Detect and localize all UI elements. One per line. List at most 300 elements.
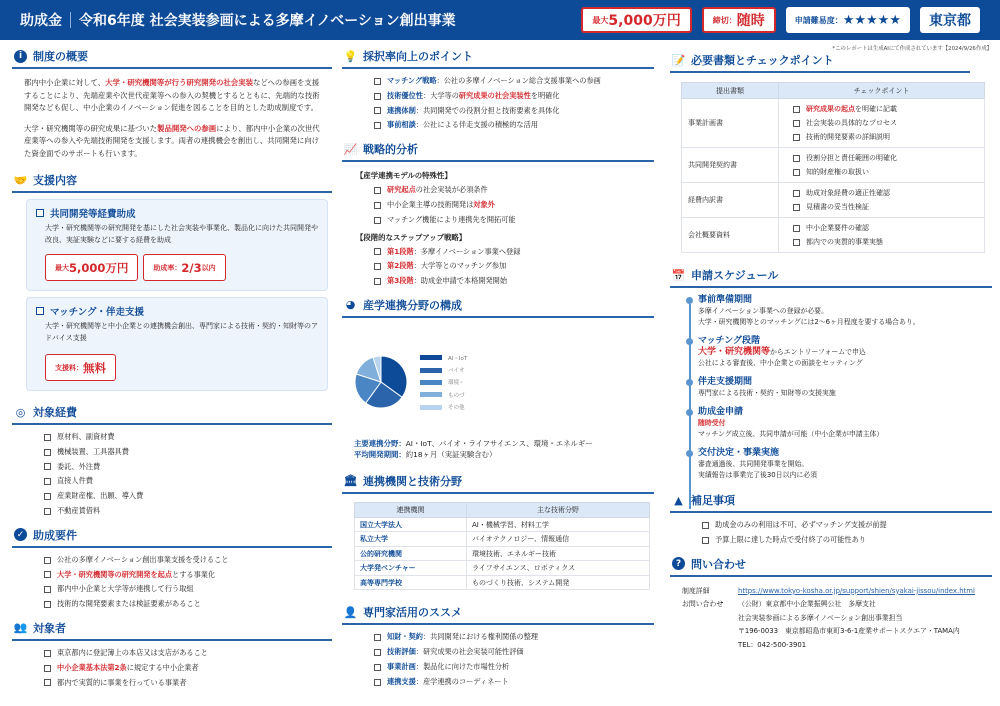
key-text: 技術優位性 (387, 90, 423, 100)
calendar-icon: 📅 (671, 268, 686, 282)
legend-item (420, 364, 467, 376)
highlight-text: 第1段階 (387, 246, 414, 256)
checkbox-icon (793, 120, 800, 127)
checkpoint (793, 235, 984, 249)
table-row (682, 183, 985, 218)
list-item (374, 645, 654, 660)
heading-text: 問い合わせ (691, 557, 746, 571)
fee-pill (45, 354, 116, 381)
step-text: 実績報告は事業完了後30日以内に必須 (698, 471, 818, 479)
cell: 共同開発契約書 (682, 148, 779, 183)
targets-list (12, 641, 332, 690)
timeline-step (698, 447, 992, 481)
step-text: 審査通過後、共同開発事業を開始。 (698, 460, 809, 468)
pie-chart-icon: ◕ (345, 298, 356, 312)
list-item (374, 104, 654, 119)
text: 最大 (55, 263, 69, 272)
value: AI・IoT、バイオ・ライフサイエンス、環境・エネルギー (405, 438, 593, 448)
checkbox-icon (374, 107, 381, 114)
text: からエントリーフォームで申込 (770, 348, 866, 356)
max-amount-pill (45, 254, 138, 281)
highlight-text: 大学・研究機関等 (698, 347, 771, 357)
step-title: 交付決定・事業実施 (698, 448, 780, 458)
cell: 事業計画書 (682, 99, 779, 148)
text: 技術的な開発要素または検証要素があること (57, 599, 201, 609)
overview-paragraph-2 (12, 115, 332, 161)
checkbox-icon (44, 434, 51, 441)
cell (779, 99, 985, 148)
step-text: 公社による審査後、中小企業との面談をセッティング (698, 359, 863, 367)
text: 都内中小企業と大学等が連携して行う取組 (57, 584, 194, 594)
list-item (44, 504, 332, 519)
list-item (374, 198, 654, 213)
column-right (670, 40, 992, 652)
pie-chart (342, 318, 654, 423)
list-item (374, 245, 654, 260)
list-item (44, 553, 332, 568)
checkbox-icon (793, 239, 800, 246)
column-middle (342, 40, 654, 690)
person-icon: 👤 (343, 605, 358, 619)
card-title (36, 206, 318, 220)
text: ：大学等とのマッチング参加 (413, 261, 507, 271)
checkbox-icon (374, 278, 381, 285)
cell: 大学発ベンチャー (355, 561, 467, 576)
heading-text: 専門家活用のススメ (363, 606, 462, 620)
checkbox-icon (374, 78, 381, 85)
timeline-step (698, 294, 992, 328)
column-header: 連携機関 (355, 502, 467, 517)
text: マッチング機能により連携先を開拓可能 (387, 214, 516, 224)
step-text: マッチング成立後、共同申請が可能（中小企業が申請主体） (698, 430, 884, 438)
text: 公社の多摩イノベーション創出事業支援を受けること (57, 554, 229, 564)
text: 委託、外注費 (57, 461, 101, 471)
text: 無料 (83, 360, 106, 375)
step-title: 助成金申請 (698, 407, 744, 417)
contact-lines (738, 598, 960, 652)
table-header-row (682, 83, 985, 99)
checkbox-icon (36, 209, 44, 217)
section-heading-composition (342, 293, 654, 318)
heading-text: 必要書類とチェックポイント (691, 54, 834, 67)
cell: AI・機械学習、材料工学 (467, 517, 650, 532)
text: 直接人件費 (57, 476, 93, 486)
text: ：多摩イノベーション事業へ登録 (413, 246, 521, 256)
deadline-badge (702, 7, 776, 33)
table-row (355, 546, 650, 561)
pill-row (36, 246, 318, 281)
target-icon: ◎ (15, 405, 26, 419)
checkbox-icon (374, 263, 381, 270)
list-item (44, 582, 332, 597)
text: 原材料、副資材費 (57, 432, 115, 441)
value: 約18ヶ月（実証実験含む） (405, 450, 497, 460)
highlight-text: 第2段階 (387, 261, 414, 271)
checkbox-icon (793, 169, 800, 176)
checkbox-icon (44, 571, 51, 578)
warning-icon: ▲ (674, 493, 683, 507)
contact-row (682, 585, 992, 599)
text: により、都内中小企業の次世代産業等への参入や先端技術開発を支援します。両者の連携機会を創出し、共同開発に向けた資金面でのサポートも行います。 (24, 123, 320, 158)
strategy-steps-list (342, 243, 654, 289)
table-row (355, 517, 650, 532)
section-heading-contact (670, 552, 992, 577)
region-badge (920, 7, 980, 33)
key-text: 連携体制 (387, 105, 416, 115)
label: 平均開発期間： (354, 450, 406, 460)
card-title (36, 304, 318, 318)
legend-swatch (420, 355, 442, 360)
pill-row (36, 344, 318, 381)
table-row (355, 561, 650, 576)
checkbox-icon (36, 307, 44, 315)
timeline-step (698, 406, 992, 440)
heading-text: 申請スケジュール (691, 269, 779, 282)
card-description: 大学・研究機関等と中小企業との連携機会創出、専門家による技術・契約・知財等のアドバイス支援 (45, 322, 318, 342)
timeline-dot (686, 297, 693, 304)
text: 2/3 (181, 260, 202, 275)
legend-label: AI・IoT (448, 355, 468, 362)
heading-text: 産学連携分野の構成 (363, 298, 462, 312)
list-item (374, 89, 654, 104)
checkbox-icon (702, 537, 709, 544)
table-row (355, 575, 650, 590)
section-heading-overview (12, 44, 332, 69)
cell: 環境技術、エネルギー技術 (467, 546, 650, 561)
checkbox-icon (374, 649, 381, 656)
section-heading-partners (342, 469, 654, 494)
checkbox-icon (793, 134, 800, 141)
text: 支援料： (55, 363, 83, 372)
checkbox-icon (44, 586, 51, 593)
checkbox-icon (44, 557, 51, 564)
checkbox-icon (44, 508, 51, 515)
legend-item (420, 401, 467, 413)
step-text: 大学・研究機関等とのマッチングには2〜6ヶ月程度を要する場合あり。 (698, 318, 920, 326)
highlight-text: 中小企業基本法第2条 (57, 662, 127, 672)
heading-text: 連携機関と技術分野 (363, 474, 462, 488)
checkbox-icon (793, 190, 800, 197)
legend-swatch (420, 380, 442, 385)
text: 都内で実質的に事業を行っている事業者 (57, 677, 187, 687)
pie-legend (420, 352, 467, 413)
checkpoint (793, 186, 984, 200)
cell: 公的研究機関 (355, 546, 467, 561)
key-text: 連携支援 (387, 676, 416, 686)
expenses-list (12, 425, 332, 519)
key-text: 事業計画 (387, 662, 416, 672)
timeline-step (698, 376, 992, 399)
highlight-text: 大学・研究機関等が行う研究開発の社会実装 (105, 78, 253, 87)
star-rating: ★★★★★ (842, 12, 901, 28)
checkpoint (793, 102, 984, 116)
legend-swatch (420, 392, 442, 397)
checkbox-icon (374, 202, 381, 209)
table-row (682, 148, 985, 183)
checkbox-icon (374, 122, 381, 129)
card-description: 大学・研究機関等の研究開発を基にした社会実装や事業化、製品化に向けた共同開発や改良、実証実験などに要する経費を助成 (45, 224, 318, 244)
subheading: 【段階的なステップアップ戦略】 (356, 232, 467, 242)
composition-summary (342, 423, 654, 461)
experts-list (342, 625, 654, 689)
document-edit-icon: 📝 (671, 53, 686, 67)
text: 5,000万円 (69, 260, 129, 275)
cell: 国立大学法人 (355, 517, 467, 532)
lightbulb-icon: 💡 (343, 49, 358, 63)
checkbox-icon (374, 634, 381, 641)
text: 都内中小企業に対して、 (24, 78, 106, 87)
list-item (44, 597, 332, 612)
strategy-list-1 (342, 181, 654, 227)
highlight-text: 研究起点 (387, 185, 416, 195)
text: 中小企業主導の技術開発は (387, 199, 474, 209)
section-heading-points (342, 44, 654, 69)
text: ：産学連携のコーディネート (415, 676, 509, 686)
heading-text: 対象者 (33, 621, 66, 635)
max-amount-badge (581, 7, 691, 33)
line-chart-icon: 📈 (343, 142, 358, 156)
legend-item (420, 389, 467, 401)
step-title: マッチング段階 (698, 336, 761, 346)
highlight-text: 製品開発への参画 (157, 123, 217, 133)
ai-generated-note: *このレポートは生成AIにて作成されています【2024/9/26作成】 (832, 46, 992, 52)
summary-row (354, 449, 654, 461)
checkbox-icon (44, 665, 51, 672)
heading-text: 助成要件 (33, 528, 77, 542)
table-row (682, 218, 985, 253)
schedule-timeline (670, 288, 992, 481)
section-heading-requirements (12, 523, 332, 548)
text: ：公社の多摩イノベーション総合支援事業への参画 (436, 76, 601, 85)
checkbox-icon (374, 679, 381, 686)
step-title: 事前準備期間 (698, 295, 753, 305)
highlight-text: 大学・研究機関等の研究開発を起点 (57, 569, 173, 579)
column-header: チェックポイント (779, 83, 985, 99)
text: 以内 (201, 263, 216, 272)
partners-table (354, 502, 650, 591)
section-heading-schedule (670, 263, 992, 288)
cell: バイオテクノロジー、情報通信 (467, 532, 650, 547)
text: ：製品化に向けた市場性分析 (415, 662, 510, 672)
text: 都内での実質的事業実態 (806, 238, 883, 246)
highlight-text: 研究成果の起点 (806, 105, 855, 113)
list-item (374, 118, 654, 133)
text: 中小企業要件の確認 (806, 224, 869, 232)
step-text (698, 347, 992, 358)
overview-paragraph-1 (12, 69, 332, 115)
support-card-matching (26, 297, 328, 391)
divider (70, 12, 71, 28)
checkbox-icon (793, 225, 800, 232)
legend-item (420, 352, 467, 364)
text: を明確に記載 (855, 105, 897, 113)
info-icon: i (14, 50, 27, 63)
cell: 会社概要資料 (682, 218, 779, 253)
checkbox-icon (44, 449, 51, 456)
contact-block (670, 577, 992, 653)
timeline-dot (686, 450, 693, 457)
badge-value: 随時 (736, 13, 765, 29)
text: TEL：042-500-3901 (738, 640, 807, 649)
table-header-row (355, 502, 650, 517)
timeline-dot (686, 379, 693, 386)
checkbox-icon (44, 601, 51, 608)
key-text: 技術評価 (387, 647, 416, 657)
list-item (374, 630, 654, 645)
cell (779, 183, 985, 218)
section-heading-expenses (12, 400, 332, 425)
checkbox-icon (793, 204, 800, 211)
checkpoint (793, 130, 984, 144)
list-item (44, 474, 332, 489)
text: 社会実装参画による多摩イノベーション創出事業担当 (738, 613, 903, 622)
requirements-list (12, 548, 332, 612)
step-text: 専門家による技術・契約・知財等の支援実施 (698, 389, 836, 397)
key-text: マッチング戦略 (387, 76, 437, 85)
column-left (12, 40, 332, 690)
legend-label: その他 (448, 405, 465, 412)
list-item (374, 259, 654, 274)
question-icon: ? (672, 557, 685, 570)
section-heading-strategy (342, 137, 654, 162)
checkbox-icon (374, 93, 381, 100)
text: 助成対象経費の適正性確認 (806, 189, 890, 197)
check-circle-icon: ✓ (14, 528, 27, 541)
badge-prefix: 最大 (592, 15, 609, 25)
text: 社会実装の具体的なプロセス (806, 119, 897, 127)
highlight-text: 対象外 (473, 199, 495, 209)
highlight-text: 第3段階 (387, 276, 414, 286)
checkbox-icon (374, 187, 381, 194)
text: 技術的開発要素の詳細説明 (806, 133, 890, 141)
text: ：大学等の (422, 90, 459, 100)
legend-item (420, 376, 467, 388)
pie-chart-graphic (354, 355, 408, 409)
column-header: 提出書類 (682, 83, 779, 99)
cell: ライフサイエンス、ロボティクス (467, 561, 650, 576)
summary-row (354, 438, 654, 450)
checkbox-icon (793, 106, 800, 113)
label: 制度詳細 (682, 586, 710, 595)
list-item (374, 274, 654, 289)
list-item (374, 675, 654, 690)
text: 〒196-0033 東京都昭島市東町3-6-1産業サポートスクエア・TAMA内 (738, 627, 960, 636)
text: マッチング・伴走支援 (50, 307, 144, 318)
points-list (342, 69, 654, 133)
text: を明確化 (530, 90, 560, 100)
table-row (682, 99, 985, 148)
step-title: 伴走支援期間 (698, 377, 753, 387)
category-label: 助成金 (20, 13, 62, 29)
checkbox-icon (374, 248, 381, 255)
section-heading-notes (670, 488, 992, 513)
section-heading-support (12, 168, 332, 193)
section-heading-targets (12, 616, 332, 641)
list-item (702, 518, 992, 533)
contact-row (682, 598, 992, 652)
detail-url-link[interactable]: https://www.tokyo-kosha.or.jp/support/shien/syakai-jissou/index.html (738, 586, 975, 595)
text: とする事業化 (172, 569, 216, 579)
cell: ものづくり技術、システム開発 (467, 575, 650, 590)
step-text: 多摩イノベーション事業への登録が必要。 (698, 307, 828, 315)
legend-label: 環境・ (448, 380, 465, 387)
text: 共同開発等経費助成 (50, 209, 136, 220)
text: 役割分担と責任範囲の明確化 (806, 154, 897, 162)
list-item (44, 430, 332, 445)
page-title: 令和6年度 社会実装参画による多摩イノベーション創出事業 (79, 13, 456, 29)
checkpoint (793, 221, 984, 235)
checkbox-icon (44, 463, 51, 470)
text: 不動産賃借料 (57, 505, 101, 515)
list-item (374, 660, 654, 675)
text: 大学・研究機関等の研究成果に基づいた (24, 123, 158, 133)
text: ：公社による伴走支援の積極的な活用 (415, 120, 538, 130)
legend-label: ものづ (448, 392, 465, 399)
institution-icon: 🏛 (343, 474, 358, 488)
timeline-line (689, 304, 691, 509)
heading-text: 支援内容 (33, 174, 77, 187)
badge-prefix: 申請難易度： (794, 15, 843, 25)
timeline-step (698, 335, 992, 369)
cell: 経費内訳書 (682, 183, 779, 218)
badge-value: 5,000万円 (608, 13, 681, 29)
section-heading-documents (670, 48, 970, 73)
users-icon: 👥 (13, 621, 28, 635)
checkpoint (793, 200, 984, 214)
label: お問い合わせ (682, 600, 724, 609)
list-item (44, 568, 332, 583)
list-item (44, 661, 332, 676)
checkpoint (793, 151, 984, 165)
timeline-dot (686, 409, 693, 416)
key-text: 知財・契約 (387, 632, 423, 642)
list-item (44, 646, 332, 661)
handshake-icon: 🤝 (13, 173, 28, 187)
cell (779, 218, 985, 253)
heading-text: 補足事項 (691, 494, 735, 507)
legend-label: バイオ (448, 368, 465, 375)
cell: 私立大学 (355, 532, 467, 547)
text: 見積書の妥当性検証 (806, 203, 869, 211)
list-item (374, 183, 654, 198)
checkbox-icon (793, 155, 800, 162)
badge-value: 東京都 (929, 13, 971, 29)
step-text: 随時受付 (698, 419, 726, 427)
text: ：共同開発における権利関係の整理 (422, 632, 538, 642)
list-item (44, 489, 332, 504)
list-item (44, 445, 332, 460)
section-heading-experts (342, 600, 654, 625)
checkpoint (793, 165, 984, 179)
subsidy-rate-pill (143, 254, 225, 281)
checkbox-icon (374, 664, 381, 671)
text: の社会実装が必須条件 (415, 185, 488, 195)
checkbox-icon (44, 493, 51, 500)
legend-swatch (420, 368, 442, 373)
text: （公財）東京都中小企業振興公社 多摩支社 (738, 600, 876, 609)
text: 東京都内に登記簿上の本店又は支店があること (57, 647, 208, 657)
legend-swatch (420, 405, 442, 410)
column-header: 主な技術分野 (467, 502, 650, 517)
text: 予算上限に達した時点で受付終了の可能性あり (715, 534, 866, 544)
text: に規定する中小企業者 (126, 662, 199, 672)
list-item (44, 676, 332, 691)
checkpoint (793, 116, 984, 130)
checkbox-icon (44, 478, 51, 485)
list-item (374, 74, 654, 89)
timeline-dot (686, 338, 693, 345)
header-bar (0, 0, 1000, 40)
